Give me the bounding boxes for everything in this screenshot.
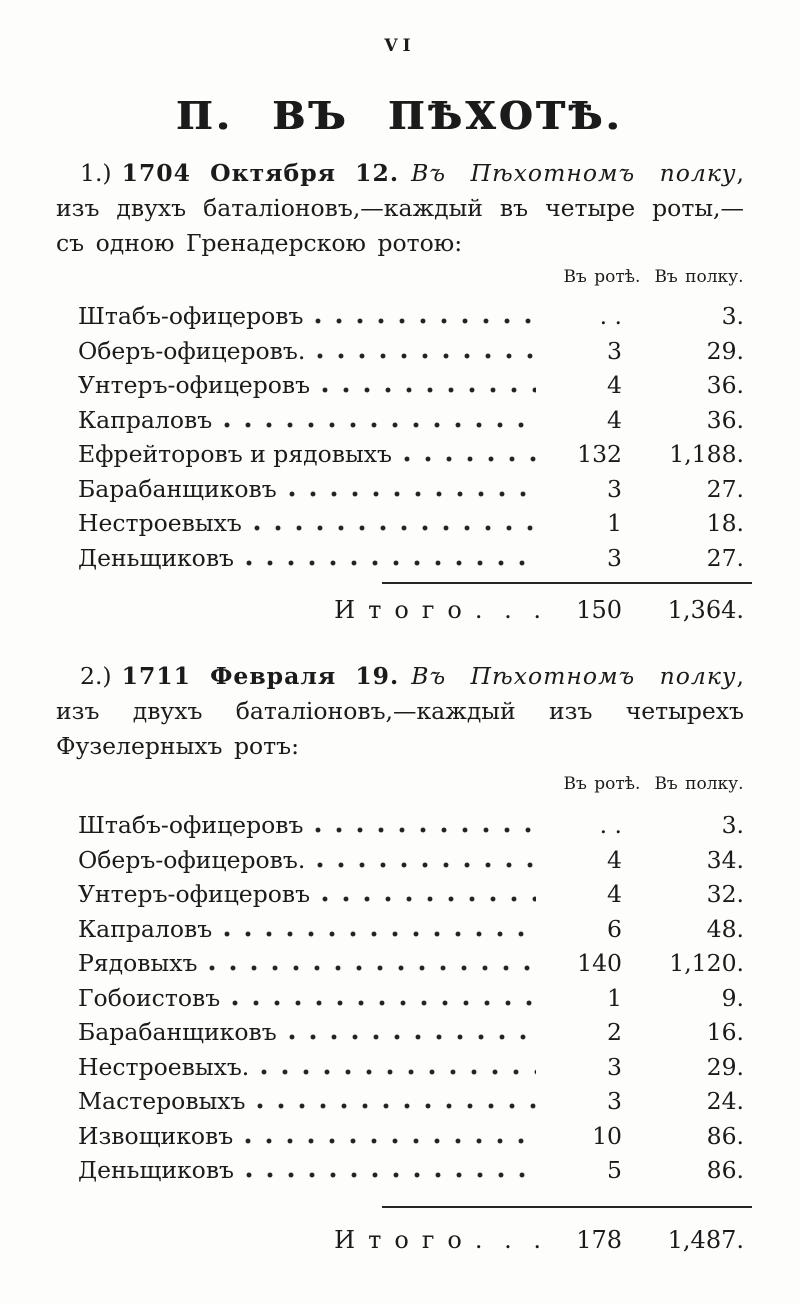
- row-value-per-regiment: 36.: [706, 405, 744, 434]
- row-label: Унтеръ-офицеровъ: [78, 371, 311, 399]
- intro-item-number: 2.): [80, 662, 112, 690]
- row-value-per-company: 3: [607, 336, 622, 365]
- total-per-company: 150: [576, 596, 622, 624]
- total-per-regiment: 1,364.: [667, 596, 744, 624]
- row-label: Деньщиковъ: [78, 543, 234, 572]
- row-label: Штабъ-офицеровъ: [78, 302, 304, 330]
- intro-date: 1711 Февраля 19.: [121, 662, 400, 690]
- table-row: [78, 946, 744, 981]
- table-row: [78, 912, 744, 947]
- row-label: Штабъ-офицеровъ: [78, 811, 304, 839]
- dot-leader: [246, 560, 536, 566]
- table-row: [78, 472, 744, 507]
- total-rule: [382, 582, 752, 584]
- row-value-per-company: 4: [607, 371, 622, 399]
- row-value-per-regiment: 3.: [721, 811, 744, 839]
- row-value-per-regiment: 48.: [706, 914, 744, 943]
- dot-leader: [261, 1069, 536, 1075]
- table-row: [78, 1050, 744, 1085]
- total-label: Итого: [334, 1225, 475, 1254]
- staffing-table: [78, 265, 744, 627]
- dot-leader: [404, 456, 536, 462]
- column-header-per-regiment: Въ полку.: [654, 267, 744, 287]
- table-row: [78, 368, 744, 403]
- row-label: Рядовыхъ: [78, 949, 198, 977]
- row-label: Капраловъ: [78, 405, 213, 434]
- table-row: [78, 541, 744, 576]
- section-intro: [56, 156, 744, 261]
- intro-regiment-name: Въ Пѣхотномъ полку: [411, 159, 737, 187]
- column-header-per-company: Въ ротѣ.: [563, 267, 641, 287]
- row-value-per-company: 10: [592, 1121, 622, 1150]
- section-1711: [56, 659, 744, 1257]
- intro-regiment-name: Въ Пѣхотномъ полку: [411, 662, 737, 690]
- row-value-per-regiment: 27.: [706, 474, 744, 503]
- page-title: П. ВЪ ПѢХОТѢ.: [176, 93, 624, 138]
- total-per-regiment: 1,487.: [667, 1225, 744, 1254]
- row-value-per-company: 1: [607, 983, 622, 1012]
- row-value-per-company: 3: [607, 543, 622, 572]
- row-value-per-regiment: 36.: [706, 371, 744, 399]
- row-value-per-company: 6: [607, 914, 622, 943]
- row-value-per-company: . .: [599, 811, 622, 839]
- row-label: Гобоистовъ: [78, 983, 221, 1012]
- row-value-per-regiment: 29.: [706, 336, 744, 365]
- row-value-per-company: 4: [607, 880, 622, 908]
- row-label: Извощиковъ: [78, 1121, 234, 1150]
- row-value-per-regiment: 86.: [706, 1121, 744, 1150]
- dot-leader: [224, 422, 536, 428]
- table-row: [78, 877, 744, 912]
- dot-leader: [315, 318, 536, 324]
- row-value-per-regiment: 27.: [706, 543, 744, 572]
- column-header-per-regiment: Въ полку.: [654, 774, 744, 794]
- table-row: [78, 437, 744, 472]
- row-value-per-regiment: 32.: [706, 880, 744, 908]
- row-value-per-company: . .: [599, 302, 622, 330]
- row-value-per-company: 1: [607, 509, 622, 537]
- dot-leader: [322, 387, 536, 393]
- dot-leader: [289, 1034, 536, 1040]
- row-value-per-company: 2: [607, 1018, 622, 1046]
- intro-date: 1704 Октября 12.: [121, 159, 400, 187]
- table-rows: [78, 299, 744, 575]
- table-row: [78, 1153, 744, 1188]
- row-value-per-regiment: 18.: [706, 509, 744, 537]
- row-value-per-regiment: 29.: [706, 1052, 744, 1081]
- column-header-per-company: Въ ротѣ.: [563, 774, 641, 794]
- total-dots: . . .: [474, 1225, 548, 1254]
- dot-leader: [317, 862, 536, 868]
- total-row: [78, 1223, 744, 1257]
- section-1704: [56, 156, 744, 627]
- row-value-per-company: 132: [577, 440, 622, 468]
- total-label: Итого: [334, 596, 475, 624]
- dot-leader: [315, 827, 536, 833]
- row-label: Деньщиковъ: [78, 1156, 234, 1184]
- row-value-per-company: 3: [607, 474, 622, 503]
- staffing-table: [78, 772, 744, 1257]
- table-row: [78, 1084, 744, 1119]
- column-headers: [78, 772, 744, 796]
- row-label: Мастеровыхъ: [78, 1087, 246, 1115]
- table-rows: [78, 808, 744, 1188]
- section-intro: [56, 659, 744, 764]
- dot-leader: [246, 1172, 536, 1178]
- row-value-per-regiment: 3.: [721, 302, 744, 330]
- row-value-per-company: 140: [577, 949, 622, 977]
- row-value-per-regiment: 34.: [706, 845, 744, 874]
- dot-leader: [322, 896, 536, 902]
- row-label: Барабанщиковъ: [78, 474, 277, 503]
- row-value-per-company: 5: [607, 1156, 622, 1184]
- total-per-company: 178: [576, 1225, 622, 1254]
- table-row: [78, 299, 744, 334]
- row-value-per-regiment: 24.: [706, 1087, 744, 1115]
- table-row: [78, 981, 744, 1016]
- table-row: [78, 506, 744, 541]
- total-dots: . . .: [474, 596, 548, 624]
- column-headers: [78, 265, 744, 289]
- dot-leader: [254, 525, 536, 531]
- dot-leader: [257, 1103, 536, 1109]
- row-label: Нестроевыхъ: [78, 509, 242, 537]
- row-value-per-regiment: 86.: [706, 1156, 744, 1184]
- row-value-per-company: 3: [607, 1087, 622, 1115]
- row-label: Капраловъ: [78, 914, 213, 943]
- table-row: [78, 403, 744, 438]
- table-row: [78, 1119, 744, 1154]
- intro-item-number: 1.): [80, 159, 112, 187]
- row-value-per-regiment: 1,188.: [669, 440, 744, 468]
- row-value-per-regiment: 9.: [721, 983, 744, 1012]
- row-label: Нестроевыхъ.: [78, 1052, 250, 1081]
- dot-leader: [209, 965, 536, 971]
- table-row: [78, 334, 744, 369]
- intro-text: , изъ двухъ баталіоновъ,—каждый въ четыре роты,— съ одною Гренадерскою ротою:: [56, 159, 744, 257]
- row-label: Ефрейторовъ и рядовыхъ: [78, 440, 392, 468]
- dot-leader: [232, 1000, 536, 1006]
- row-value-per-regiment: 16.: [706, 1018, 744, 1046]
- row-value-per-company: 4: [607, 845, 622, 874]
- row-label: Барабанщиковъ: [78, 1018, 277, 1046]
- total-row: [78, 593, 744, 627]
- row-label: Оберъ-офицеровъ.: [78, 845, 306, 874]
- table-row: [78, 1015, 744, 1050]
- dot-leader: [245, 1138, 536, 1144]
- table-row: [78, 808, 744, 843]
- row-value-per-company: 4: [607, 405, 622, 434]
- dot-leader: [289, 491, 536, 497]
- row-label: Оберъ-офицеровъ.: [78, 336, 306, 365]
- intro-text: , изъ двухъ баталіоновъ,—каждый изъ четырехъ Фузелерныхъ ротъ:: [56, 662, 744, 760]
- row-label: Унтеръ-офицеровъ: [78, 880, 311, 908]
- row-value-per-regiment: 1,120.: [669, 949, 744, 977]
- page-number: VI: [384, 36, 416, 56]
- row-value-per-company: 3: [607, 1052, 622, 1081]
- dot-leader: [224, 931, 536, 937]
- table-row: [78, 843, 744, 878]
- total-rule: [382, 1206, 752, 1208]
- dot-leader: [317, 353, 536, 359]
